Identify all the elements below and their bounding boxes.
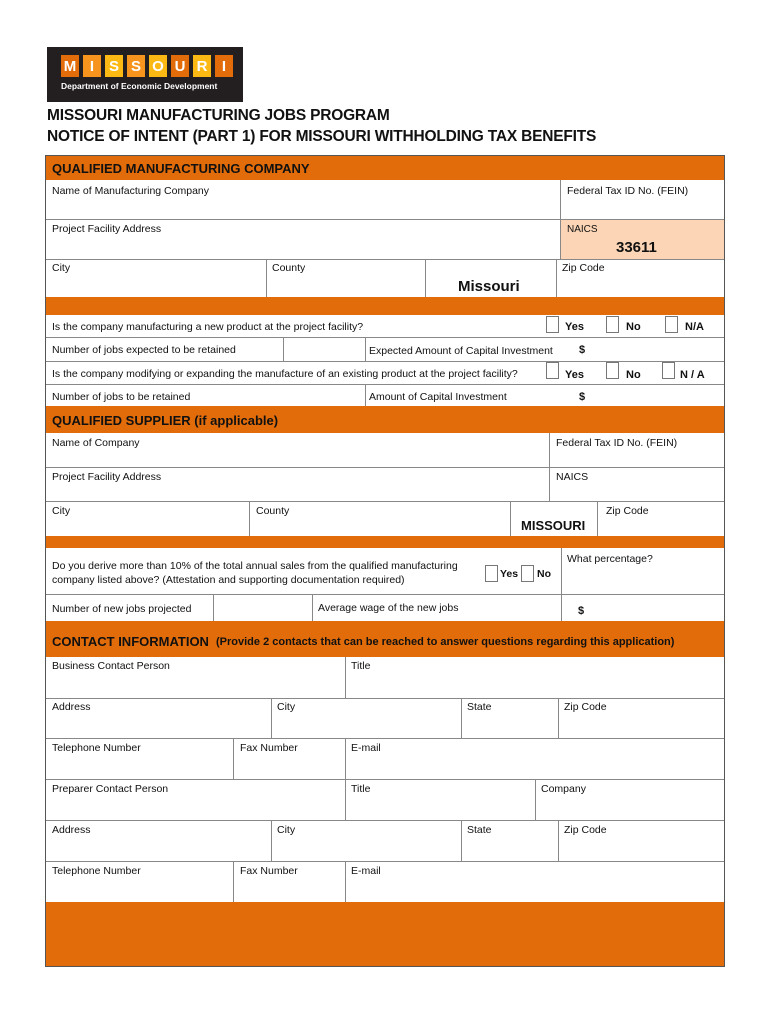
na-label: N / A <box>680 369 705 381</box>
logo-letter: S <box>127 55 145 77</box>
preparer-title-field[interactable] <box>346 797 535 820</box>
supplier-fein-field[interactable] <box>550 451 724 467</box>
modify-no-checkbox[interactable] <box>606 362 619 379</box>
dollar-sign: $ <box>578 605 585 617</box>
footer-band <box>46 902 724 966</box>
capital-field[interactable] <box>590 385 724 406</box>
supplier-naics-field[interactable] <box>550 485 724 501</box>
business-zip-field[interactable] <box>559 715 724 738</box>
section-title: QUALIFIED SUPPLIER (if applicable) <box>52 413 279 428</box>
preparer-contact-field[interactable] <box>46 797 345 820</box>
preparer-contact-label: Preparer Contact Person <box>52 783 169 795</box>
preparer-address-field[interactable] <box>46 838 271 861</box>
state-label: State <box>467 824 492 836</box>
company-city-label: City <box>52 262 71 274</box>
supplier-state-value: MISSOURI <box>521 518 586 533</box>
business-city-field[interactable] <box>272 715 461 738</box>
business-fax-field[interactable] <box>234 756 345 779</box>
business-contact-label: Business Contact Person <box>52 660 170 672</box>
company-city-field[interactable] <box>46 276 266 297</box>
company-name-label: Name of Manufacturing Company <box>52 185 209 197</box>
new-jobs-field[interactable] <box>214 595 312 621</box>
logo-letter: I <box>215 55 233 77</box>
preparer-state-field[interactable] <box>462 838 558 861</box>
logo-letter: O <box>149 55 167 77</box>
no-label: No <box>537 568 551 580</box>
separator-band <box>46 297 724 315</box>
phone-label: Telephone Number <box>52 865 141 877</box>
new-product-no-checkbox[interactable] <box>606 316 619 333</box>
preparer-fax-field[interactable] <box>234 879 345 902</box>
supplier-address-field[interactable] <box>46 485 549 501</box>
sales-question-line2: company listed above? (Attestation and supporting documentation required) <box>52 574 405 586</box>
zip-label: Zip Code <box>564 824 607 836</box>
new-jobs-label: Number of new jobs projected <box>52 603 192 615</box>
logo-letter: M <box>61 55 79 77</box>
zip-label: Zip Code <box>564 701 607 713</box>
company-name-field[interactable] <box>46 199 560 219</box>
company-address-label: Project Facility Address <box>52 223 162 235</box>
company-label: Company <box>541 783 586 795</box>
no-label: No <box>626 321 641 333</box>
business-address-field[interactable] <box>46 715 271 738</box>
business-title-field[interactable] <box>346 674 724 698</box>
city-label: City <box>277 824 296 836</box>
logo-letter: U <box>171 55 189 77</box>
contact-note: (Provide 2 contacts that can be reached to answer questions regarding this application) <box>216 636 675 648</box>
new-product-question: Is the company manufacturing a new product at the project facility? <box>52 321 364 333</box>
company-zip-field[interactable] <box>557 276 724 297</box>
section-title: CONTACT INFORMATION <box>52 634 209 649</box>
business-state-field[interactable] <box>462 715 558 738</box>
title-label: Title <box>351 660 371 672</box>
dollar-sign: $ <box>579 344 586 356</box>
percentage-label: What percentage? <box>567 553 653 565</box>
email-label: E-mail <box>351 865 381 877</box>
avg-wage-field[interactable] <box>590 595 724 621</box>
modify-product-question: Is the company modifying or expanding the manufacture of an existing product at the project facility? <box>52 368 518 380</box>
page-subtitle: NOTICE OF INTENT (PART 1) FOR MISSOURI WITHHOLDING TAX BENEFITS <box>47 128 597 145</box>
supplier-address-label: Project Facility Address <box>52 471 162 483</box>
preparer-company-field[interactable] <box>536 797 724 820</box>
company-fein-field[interactable] <box>561 199 724 219</box>
modify-na-checkbox[interactable] <box>662 362 675 379</box>
avg-wage-label: Average wage of the new jobs <box>318 602 459 614</box>
supplier-city-label: City <box>52 505 71 517</box>
section-header-contact <box>46 621 724 657</box>
preparer-zip-field[interactable] <box>559 838 724 861</box>
supplier-naics-label: NAICS <box>556 471 589 483</box>
company-address-field[interactable] <box>46 237 560 259</box>
title-label: Title <box>351 783 371 795</box>
section-header-company <box>46 156 724 180</box>
supplier-county-label: County <box>256 505 290 517</box>
new-product-yes-checkbox[interactable] <box>546 316 559 333</box>
phone-label: Telephone Number <box>52 742 141 754</box>
preparer-phone-field[interactable] <box>46 879 233 902</box>
yes-label: Yes <box>565 321 584 333</box>
yes-label: Yes <box>565 369 584 381</box>
section-header-supplier <box>46 406 724 433</box>
business-phone-field[interactable] <box>46 756 233 779</box>
jobs-retained2-label: Number of jobs to be retained <box>52 391 191 403</box>
page-title: MISSOURI MANUFACTURING JOBS PROGRAM <box>47 107 390 124</box>
supplier-county-field[interactable] <box>250 518 510 536</box>
sales-no-checkbox[interactable] <box>521 565 534 582</box>
separator-band <box>46 536 724 548</box>
logo-letter: R <box>193 55 211 77</box>
email-label: E-mail <box>351 742 381 754</box>
business-email-field[interactable] <box>346 756 724 779</box>
supplier-name-label: Name of Company <box>52 437 140 449</box>
yes-label: Yes <box>500 568 519 580</box>
supplier-city-field[interactable] <box>46 518 249 536</box>
section-title: QUALIFIED MANUFACTURING COMPANY <box>52 161 310 176</box>
jobs-retained-label: Number of jobs expected to be retained <box>52 344 236 356</box>
preparer-email-field[interactable] <box>346 879 724 902</box>
modify-yes-checkbox[interactable] <box>546 362 559 379</box>
address-label: Address <box>52 701 91 713</box>
jobs-retained-field[interactable] <box>284 338 365 361</box>
supplier-zip-field[interactable] <box>598 518 724 536</box>
logo-letter: S <box>105 55 123 77</box>
sales-yes-checkbox[interactable] <box>485 565 498 582</box>
capital-label: Amount of Capital Investment <box>369 391 507 403</box>
preparer-city-field[interactable] <box>272 838 461 861</box>
company-county-label: County <box>272 262 306 274</box>
percentage-field[interactable] <box>562 567 724 594</box>
company-fein-label: Federal Tax ID No. (FEIN) <box>567 185 689 197</box>
expected-capital-field[interactable] <box>590 338 724 361</box>
jobs-retained2-field[interactable] <box>200 385 365 406</box>
expected-capital-label: Expected Amount of Capital Investment <box>369 345 553 357</box>
logo-letter: I <box>83 55 101 77</box>
address-label: Address <box>52 824 91 836</box>
company-state-value: Missouri <box>458 278 520 295</box>
city-label: City <box>277 701 296 713</box>
sales-question-line1: Do you derive more than 10% of the total annual sales from the qualified manufacturing <box>52 560 458 572</box>
naics-label: NAICS <box>567 224 598 235</box>
na-label: N/A <box>685 321 704 333</box>
business-contact-field[interactable] <box>46 674 345 698</box>
logo-subtitle: Department of Economic Development <box>61 81 218 91</box>
new-product-na-checkbox[interactable] <box>665 316 678 333</box>
supplier-fein-label: Federal Tax ID No. (FEIN) <box>556 437 678 449</box>
company-county-field[interactable] <box>267 276 425 297</box>
naics-value[interactable]: 33611 <box>616 239 657 256</box>
missouri-logo <box>47 47 243 102</box>
fax-label: Fax Number <box>240 742 298 754</box>
supplier-zip-label: Zip Code <box>606 505 649 517</box>
supplier-name-field[interactable] <box>46 451 549 467</box>
no-label: No <box>626 369 641 381</box>
state-label: State <box>467 701 492 713</box>
fax-label: Fax Number <box>240 865 298 877</box>
company-zip-label: Zip Code <box>562 262 605 274</box>
dollar-sign: $ <box>579 391 586 403</box>
